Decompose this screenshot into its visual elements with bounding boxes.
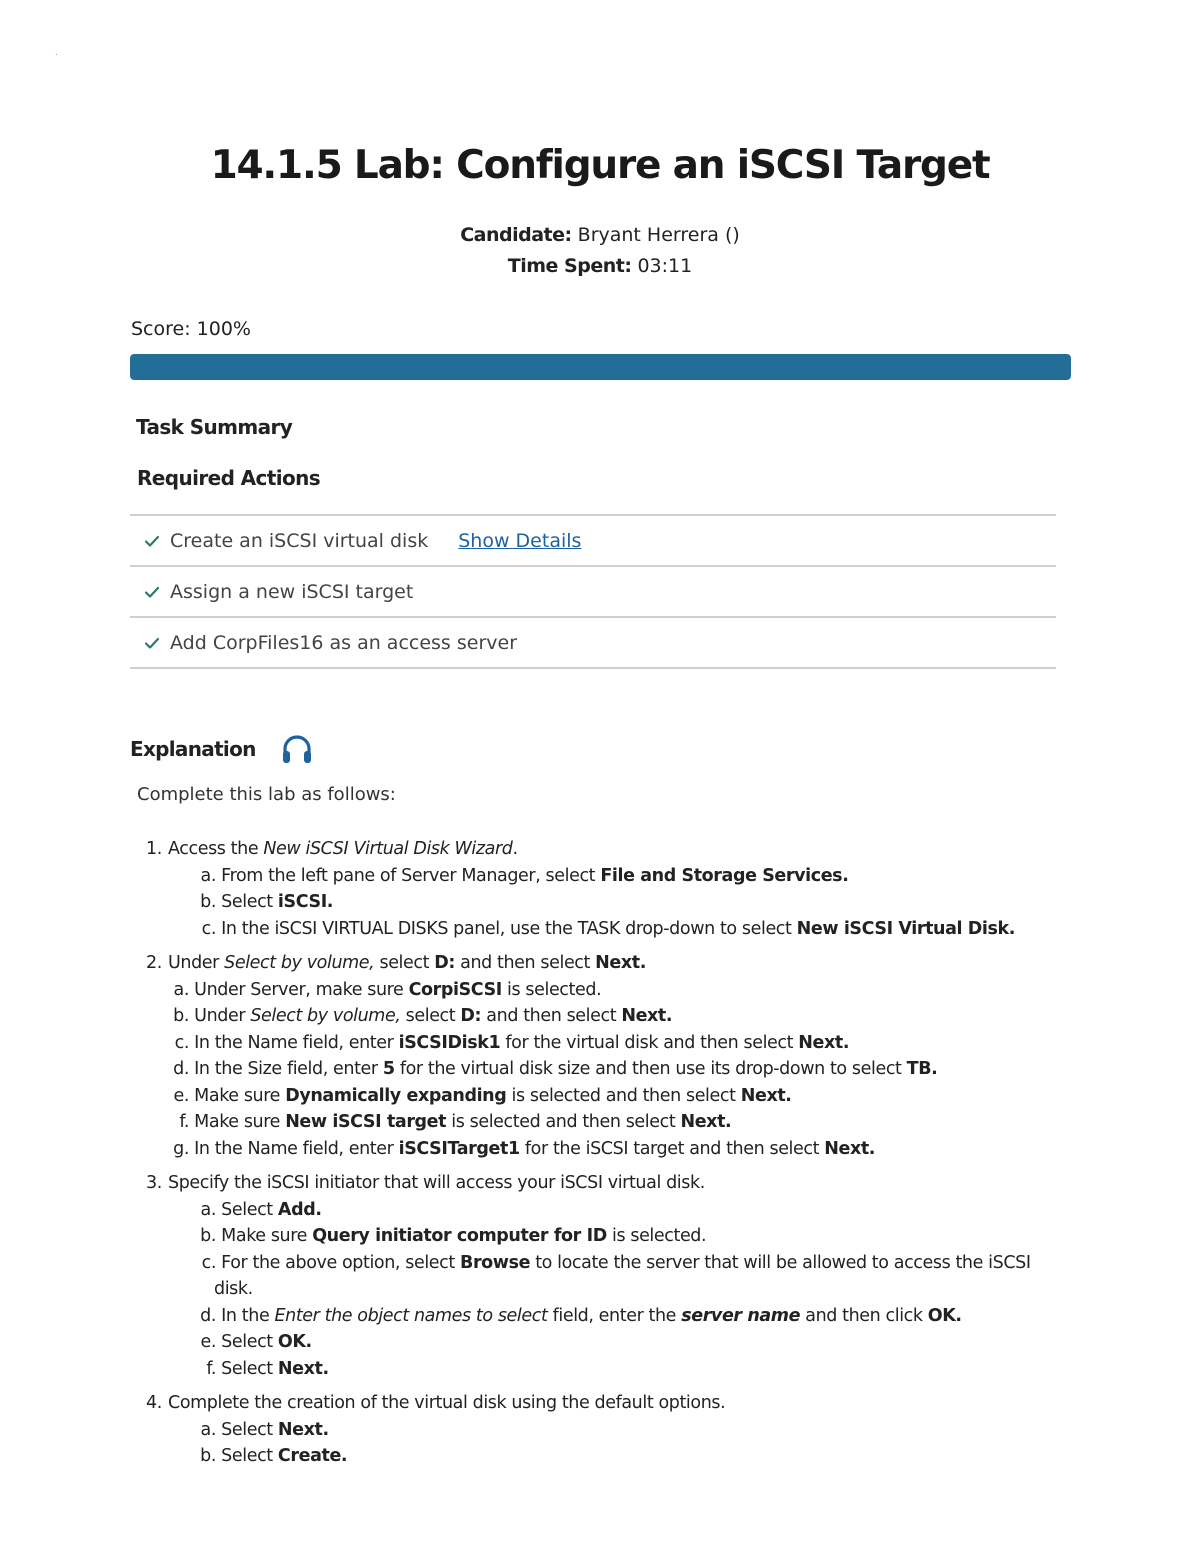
step-text-fragment: select: [400, 1006, 461, 1026]
substep-line: [146, 1109, 1066, 1136]
step-text-fragment: Next.: [595, 953, 646, 973]
substep-letter: a.: [173, 979, 189, 1000]
step-text-fragment: iSCSIDisk1: [398, 1032, 501, 1053]
substep-line: [146, 1197, 1066, 1224]
step-text-fragment: Next.: [621, 1006, 673, 1026]
step-text-fragment: In the Size field, enter: [194, 1059, 383, 1079]
step-text-fragment: Under Server, make sure: [194, 979, 409, 1000]
task-summary-heading: Task Summary: [136, 415, 293, 439]
step-text-fragment: to locate the server that will be allowed to access the iSCSI: [530, 1252, 1031, 1273]
step-text-fragment: Under: [194, 1006, 251, 1026]
substep-line: [146, 1056, 1066, 1083]
substep-continuation: disk.: [214, 1279, 253, 1299]
step-text-fragment: Select: [221, 892, 278, 912]
step-text-fragment: is selected and then select: [446, 1112, 681, 1132]
substep-letter: a.: [200, 1199, 216, 1220]
step-text-fragment: and then click: [800, 1305, 928, 1326]
step-text-fragment: File and Storage Services.: [600, 865, 849, 886]
step-text-fragment: New iSCSI target: [285, 1112, 447, 1132]
step-text-fragment: for the virtual disk and then select: [500, 1032, 799, 1053]
required-action-item: [130, 567, 1056, 618]
explanation-heading: Explanation: [130, 737, 256, 761]
substep-letter: e.: [173, 1085, 189, 1106]
step-text-fragment: D:: [434, 953, 455, 973]
explanation-step: [146, 836, 1066, 942]
step-text-fragment: OK.: [277, 1332, 312, 1352]
step-text-fragment: Under: [168, 953, 225, 973]
step-text-fragment: Complete the creation of the virtual disk using the default options.: [168, 1393, 726, 1413]
substep-letter: f.: [206, 1358, 216, 1379]
step-text-fragment: is selected.: [501, 979, 602, 1000]
step-text-fragment: Select: [221, 1199, 278, 1220]
step-number: 4.: [146, 1393, 162, 1413]
time-spent-line: [0, 255, 1200, 277]
explanation-step: [146, 1390, 1066, 1470]
show-details-link[interactable]: Show Details: [458, 529, 582, 552]
step-text-fragment: and then select: [481, 1006, 622, 1026]
step-line: [146, 950, 1066, 977]
corner-mark: .: [55, 48, 58, 57]
step-text-fragment: Create.: [277, 1446, 348, 1466]
substep-line: [146, 1003, 1066, 1030]
step-text-fragment: Next.: [680, 1112, 732, 1132]
step-text-fragment: Next.: [277, 1358, 329, 1379]
substep-letter: e.: [200, 1332, 216, 1352]
step-text-fragment: Dynamically expanding: [285, 1085, 507, 1106]
step-text-fragment: Select: [221, 1358, 278, 1379]
substep-line: [146, 1303, 1066, 1330]
step-text-fragment: for the iSCSI target and then select: [519, 1138, 825, 1159]
step-number: 2.: [146, 953, 162, 973]
substep-letter: c.: [201, 1252, 216, 1273]
step-text-fragment: Enter the object names to select: [274, 1305, 548, 1326]
score-progress-bar: [130, 354, 1071, 380]
step-text-fragment: Next.: [824, 1138, 876, 1159]
substep-line: [146, 1250, 1066, 1277]
time-spent-label: Time Spent:: [507, 255, 632, 277]
step-text-fragment: New iSCSI Virtual Disk Wizard: [263, 839, 513, 859]
step-text-fragment: Query initiator computer for ID: [312, 1226, 607, 1246]
step-text-fragment: iSCSITarget1: [398, 1138, 520, 1159]
substep-line: [146, 1030, 1066, 1057]
step-text-fragment: In the Name field, enter: [194, 1138, 399, 1159]
score-text: Score: 100%: [131, 318, 251, 340]
step-text-fragment: Next.: [740, 1085, 792, 1106]
step-text-fragment: .: [512, 839, 518, 859]
required-actions-heading: Required Actions: [137, 466, 321, 490]
candidate-label: Candidate:: [460, 224, 572, 246]
step-text-fragment: Select: [221, 1446, 278, 1466]
step-text-fragment: is selected.: [606, 1226, 707, 1246]
step-text-fragment: is selected and then select: [506, 1085, 741, 1106]
step-text-fragment: Select by volume,: [224, 953, 375, 973]
step-number: 1.: [146, 839, 162, 859]
candidate-line: [0, 224, 1200, 246]
step-text-fragment: Select by volume,: [250, 1006, 401, 1026]
substep-line: [146, 1136, 1066, 1163]
substep-letter: g.: [173, 1138, 189, 1159]
substep-line: [146, 1356, 1066, 1383]
substep-letter: f.: [179, 1112, 189, 1132]
substep-letter: a.: [200, 1419, 216, 1440]
substep-letter: d.: [200, 1305, 216, 1326]
substep-letter: b.: [173, 1006, 189, 1026]
substep-line: [146, 1329, 1066, 1356]
substep-letter: a.: [200, 865, 216, 886]
check-icon: [144, 533, 160, 549]
step-text-fragment: New iSCSI Virtual Disk.: [796, 918, 1016, 939]
explanation-step: [146, 950, 1066, 1162]
substep-line: [146, 916, 1066, 943]
step-text-fragment: Specify the iSCSI initiator that will access your iSCSI virtual disk.: [168, 1173, 705, 1193]
required-action-item: [130, 516, 1056, 567]
step-text-fragment: In the: [221, 1305, 275, 1326]
explanation-header: [130, 732, 314, 766]
substep-line: [146, 1083, 1066, 1110]
substep-letter: c.: [201, 918, 216, 939]
check-icon: [144, 584, 160, 600]
step-number: 3.: [146, 1173, 162, 1193]
substep-line: [146, 1223, 1066, 1250]
step-text-fragment: Make sure: [194, 1085, 286, 1106]
substep-letter: d.: [173, 1059, 189, 1079]
score-progress-fill: [130, 354, 1071, 380]
required-action-label: Add CorpFiles16 as an access server: [170, 631, 518, 654]
substep-letter: b.: [200, 1226, 216, 1246]
step-line: [146, 1170, 1066, 1197]
step-text-fragment: select: [374, 953, 435, 973]
required-action-label: Assign a new iSCSI target: [170, 580, 414, 603]
page-title: 14.1.5 Lab: Configure an iSCSI Target: [210, 143, 990, 188]
step-text-fragment: Browse: [460, 1252, 531, 1273]
step-text-fragment: In the Name field, enter: [194, 1032, 399, 1053]
step-text-fragment: field, enter the: [547, 1305, 682, 1326]
step-text-fragment: Next.: [798, 1032, 850, 1053]
step-text-fragment: 5: [382, 1059, 395, 1079]
step-text-fragment: In the iSCSI VIRTUAL DISKS panel, use the TASK drop-down to select: [221, 918, 797, 939]
step-text-fragment: From the left pane of Server Manager, select: [221, 865, 601, 886]
step-line: [146, 836, 1066, 863]
step-text-fragment: Select: [221, 1419, 278, 1440]
explanation-steps: [146, 836, 1066, 1478]
step-text-fragment: Add.: [277, 1199, 322, 1220]
substep-letter: c.: [174, 1032, 189, 1053]
substep-line: [146, 863, 1066, 890]
step-text-fragment: Next.: [277, 1419, 329, 1440]
substep-line: [146, 1443, 1066, 1470]
time-spent-value: 03:11: [637, 255, 693, 277]
substep-line: [146, 889, 1066, 916]
step-line: [146, 1390, 1066, 1417]
step-text-fragment: Make sure: [194, 1112, 286, 1132]
substep-letter: b.: [200, 892, 216, 912]
required-actions-list: [130, 514, 1056, 669]
explanation-intro: Complete this lab as follows:: [137, 784, 396, 805]
step-text-fragment: D:: [460, 1006, 482, 1026]
check-icon: [144, 635, 160, 651]
step-text-fragment: server name: [681, 1305, 801, 1326]
step-text-fragment: Access the: [168, 839, 264, 859]
step-text-fragment: Make sure: [221, 1226, 313, 1246]
step-text-fragment: for the virtual disk size and then use its drop-down to select: [394, 1059, 907, 1079]
candidate-value: Bryant Herrera (): [577, 224, 740, 246]
step-text-fragment: TB.: [906, 1059, 938, 1079]
substep-line: [146, 1417, 1066, 1444]
step-text-fragment: and then select: [454, 953, 596, 973]
substep-line: [146, 977, 1066, 1004]
required-action-item: [130, 618, 1056, 669]
step-text-fragment: iSCSI.: [277, 892, 334, 912]
step-text-fragment: For the above option, select: [221, 1252, 461, 1273]
substep-letter: b.: [200, 1446, 216, 1466]
headphones-icon[interactable]: [280, 732, 314, 766]
required-action-label: Create an iSCSI virtual disk: [170, 529, 429, 552]
step-text-fragment: OK.: [927, 1305, 962, 1326]
step-text-fragment: Select: [221, 1332, 278, 1352]
explanation-step: [146, 1170, 1066, 1382]
step-text-fragment: CorpiSCSI: [408, 979, 502, 1000]
